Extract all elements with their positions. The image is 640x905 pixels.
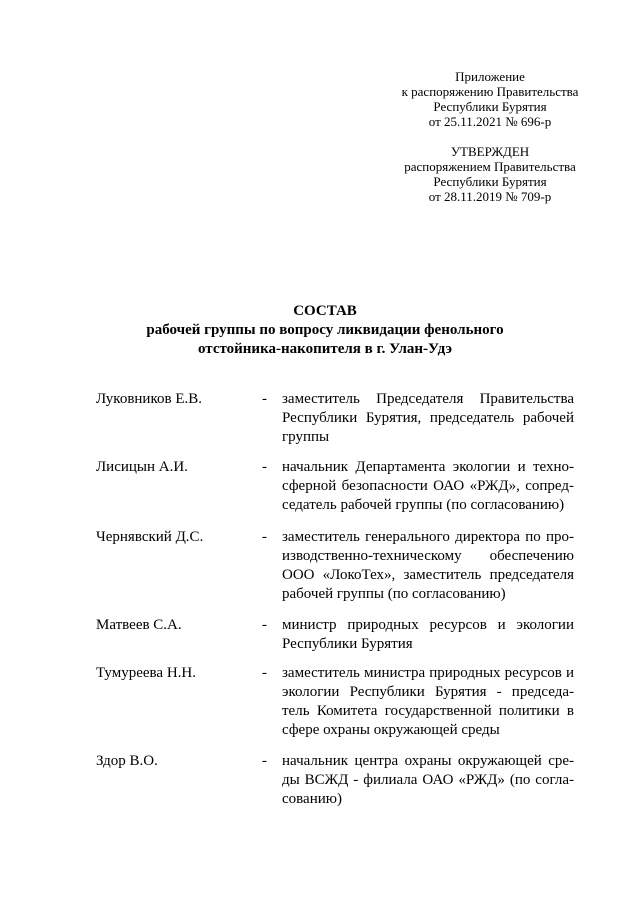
role-line: заместитель Председателя Правительства [282,391,574,407]
member-separator: - [262,391,267,407]
role-line: сованию) [282,791,342,807]
role-line: ООО «ЛокоТех», заместитель председателя [282,567,574,583]
annex-line-3: Республики Бурятия [433,99,547,114]
annex-line-4: от 25.11.2021 № 696-р [428,114,552,129]
member-role [282,664,574,740]
role-line: тель Комитета государственной политики в [282,703,574,719]
role-line: экологии Республики Бурятия - председа- [282,684,574,700]
approved-header [370,144,610,204]
member-role [282,528,574,604]
role-line: заместитель министра природных ресурсов и [282,665,574,681]
member-name: Матвеев С.А. [96,617,182,633]
annex-header [370,69,610,129]
role-line: заместитель генерального директора по про- [282,529,574,545]
member-separator: - [262,665,267,681]
member-separator: - [262,753,267,769]
member-name: Лисицын А.И. [96,459,188,475]
member-name: Луковников Е.В. [96,391,202,407]
member-separator: - [262,529,267,545]
annex-line-1: Приложение [455,69,525,84]
role-line: сферной безопасности ОАО «РЖД», сопред- [282,478,574,494]
member-role [282,458,574,515]
approved-line-2: распоряжением Правительства [404,159,576,174]
member-role [282,616,574,654]
member-role [282,752,574,809]
role-line: сфере охраны окружающей среды [282,722,500,738]
role-line: рабочей группы (по согласованию) [282,586,506,602]
member-role [282,390,574,447]
approved-line-4: от 28.11.2019 № 709-р [428,189,552,204]
title-line-1: СОСТАВ [293,303,357,319]
member-separator: - [262,459,267,475]
role-line: ды ВСЖД - филиала ОАО «РЖД» (по согла- [282,772,574,788]
member-name: Тумуреева Н.Н. [96,665,196,681]
role-line: Республики Бурятия [282,636,413,652]
title-line-2: рабочей группы по вопросу ликвидации фенольного [146,322,504,338]
role-line: министр природных ресурсов и экологии [282,617,574,633]
role-line: начальник центра охраны окружающей сре- [282,753,574,769]
member-name: Чернявский Д.С. [96,529,204,545]
title-line-3: отстойника-накопителя в г. Улан-Удэ [197,341,453,357]
role-line: седатель рабочей группы (по согласованию) [282,497,565,513]
approved-line-1: УТВЕРЖДЕН [450,144,530,159]
role-line: изводственно-техническому обеспечению [282,548,574,564]
annex-line-2: к распоряжению Правительства [401,84,579,99]
member-name: Здор В.О. [96,753,158,769]
approved-line-3: Республики Бурятия [433,174,547,189]
document-title [60,302,590,359]
member-separator: - [262,617,267,633]
role-line: начальник Департамента экологии и техно- [282,459,574,475]
role-line: группы [282,429,330,445]
role-line: Республики Бурятия, председатель рабочей [282,410,574,426]
